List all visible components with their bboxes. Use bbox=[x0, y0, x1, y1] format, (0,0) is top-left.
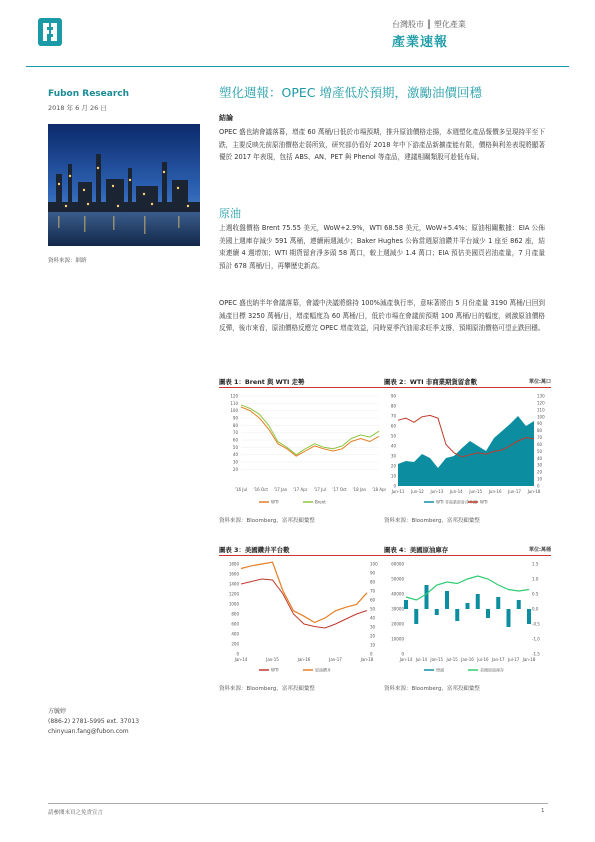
chart-1-source: 資料來源：Bloomberg，富邦投顧彙整 bbox=[219, 518, 315, 524]
x-tick-label-5: Jul-16 bbox=[477, 657, 489, 662]
bar-5 bbox=[455, 609, 459, 621]
bar-10 bbox=[507, 609, 511, 627]
chart-2 bbox=[384, 377, 551, 512]
y-right-tick-5: 1.0 bbox=[532, 576, 539, 582]
y-left-tick-0: 0 bbox=[401, 651, 404, 657]
y-right-tick-1: 10 bbox=[537, 476, 543, 482]
y-left-tick-6: 60 bbox=[390, 423, 396, 429]
x-tick-label-1: Jan-15 bbox=[266, 657, 279, 662]
y-tick-label-4: 60 bbox=[232, 437, 238, 443]
x-tick-label-4: Jan-18 bbox=[360, 657, 374, 662]
analyst-contact bbox=[48, 707, 188, 737]
series-line-0 bbox=[241, 579, 367, 628]
chart-1-title: 圖表 1：Brent 與 WTI 走勢 bbox=[219, 378, 305, 386]
x-tick-label-5: Jun-16 bbox=[488, 489, 502, 494]
x-tick-label-1: Jun-12 bbox=[411, 489, 424, 494]
x-tick-label-2: Jun-13 bbox=[430, 489, 444, 494]
y-tick-label-7: 90 bbox=[232, 415, 238, 421]
y-right-tick-12: 120 bbox=[537, 400, 545, 406]
y-right-tick-10: 100 bbox=[537, 414, 545, 420]
y-tick-label-2: 40 bbox=[232, 452, 238, 458]
y-right-tick-4: 40 bbox=[370, 615, 376, 621]
y-tick-label-3: 50 bbox=[232, 444, 238, 450]
y-right-tick-5: 50 bbox=[537, 448, 543, 454]
chart-2-unit: 單位:萬口 bbox=[529, 379, 551, 385]
y-right-tick-9: 90 bbox=[537, 421, 543, 427]
x-tick-label-0: Jun-11 bbox=[391, 489, 405, 494]
y-left-tick-8: 1600 bbox=[228, 571, 239, 577]
header-breadcrumb: 台灣股市 ║ 塑化產業 bbox=[392, 20, 466, 29]
x-tick-label-4: Jun-15 bbox=[469, 489, 483, 494]
y-right-tick-6: 60 bbox=[537, 441, 543, 447]
refinery-photo bbox=[48, 124, 200, 246]
chart-3-source: 資料來源：Bloomberg，富邦投顧彙整 bbox=[219, 686, 315, 692]
y-right-tick-5: 50 bbox=[370, 606, 376, 612]
y-left-tick-0: 0 bbox=[393, 483, 396, 489]
report-title: 塑化週報：OPEC 增產低於預期，激勵油價回穩 bbox=[219, 85, 482, 100]
y-tick-label-6: 80 bbox=[232, 422, 238, 428]
y-left-tick-5: 1000 bbox=[228, 601, 239, 607]
conclusion-paragraph: OPEC 盛也納會議落幕，增產 60 萬桶/日低於市場預期，推升原油價格走揚，本週塑化產品報價多呈現持平至下跌，主要反映先前原油價格走弱所致，研究部仍看好 2018 年中下游產品新擴產能有限，價格與利差表現將顯著優於 2017 年表現，包括 ABS、AN、PET 與 Phenol 等產品，建議相關類股可趁低布局。 bbox=[219, 128, 545, 162]
chart-3-title: 圖表 3：美國鑽井平台數 bbox=[219, 546, 290, 554]
chart-4 bbox=[384, 545, 551, 680]
x-tick-label-2: '17 Jan bbox=[273, 487, 288, 492]
bar-12 bbox=[527, 609, 531, 624]
x-tick-label-7: Jun-18 bbox=[527, 489, 541, 494]
legend-label-1: Brent bbox=[315, 499, 326, 505]
legend-label-1: 原油鑽井 bbox=[315, 667, 331, 673]
y-right-tick-0: -1.5 bbox=[532, 651, 540, 657]
bar-6 bbox=[466, 603, 470, 609]
y-right-tick-2: 20 bbox=[537, 469, 543, 475]
y-right-tick-2: -0.5 bbox=[532, 621, 540, 627]
footer-disclaimer: 請參閱末頁之免責宣言 bbox=[48, 810, 104, 816]
y-left-tick-4: 40 bbox=[390, 443, 396, 449]
y-left-tick-6: 1200 bbox=[228, 591, 239, 597]
x-tick-label-5: '17 Oct bbox=[332, 487, 347, 492]
report-date: 2018 年 6 月 26 日 bbox=[48, 104, 107, 112]
y-tick-label-9: 110 bbox=[230, 400, 238, 406]
x-tick-label-3: Jun-14 bbox=[449, 489, 463, 494]
header-title: 產業速報 bbox=[392, 35, 449, 50]
x-tick-label-6: Jan-17 bbox=[491, 657, 505, 662]
x-tick-label-4: '17 Jul bbox=[313, 487, 327, 492]
y-right-tick-13: 130 bbox=[537, 393, 545, 399]
y-left-tick-8: 80 bbox=[390, 403, 396, 409]
bar-11 bbox=[517, 600, 521, 609]
chart-3 bbox=[219, 545, 386, 680]
legend-label-1: WTI bbox=[480, 499, 488, 505]
y-right-tick-9: 90 bbox=[370, 570, 376, 576]
y-left-tick-7: 1400 bbox=[228, 581, 239, 587]
y-right-tick-7: 70 bbox=[537, 435, 543, 441]
x-tick-label-6: '18 Jan bbox=[352, 487, 367, 492]
bar-1 bbox=[414, 609, 418, 624]
x-tick-label-6: Jun-17 bbox=[508, 489, 521, 494]
y-left-tick-3: 30 bbox=[390, 453, 396, 459]
legend-label-1: 美國原油庫存 bbox=[480, 667, 504, 673]
y-right-tick-11: 110 bbox=[537, 407, 545, 413]
oil-paragraph-1: 上週收盤價格 Brent 75.55 美元，WoW+2.9%，WTI 68.58 美元，WoW+5.4%；原油相關數據：EIA 公佈美國上週庫存減少 591 萬桶，連續兩週減少；Baker Hughes 公佈當週原油鑽井平台減少 1 座至 862 座，結束連續 4 週增加；WTI 期貨留倉淨多頭 58 萬口，較上週減少 1.4 萬口；EIA 預估美國頁岩油產量，7 月產量預計 678 萬桶/日，再攀歷史新高。 bbox=[219, 224, 545, 270]
y-left-tick-2: 400 bbox=[231, 631, 239, 637]
x-tick-label-1: Jul-14 bbox=[415, 657, 428, 662]
bar-8 bbox=[486, 609, 490, 618]
bar-9 bbox=[496, 597, 500, 609]
y-left-tick-0: 0 bbox=[236, 651, 239, 657]
analyst-email[interactable]: chinyuan.fang@fubon.com bbox=[48, 728, 129, 735]
bar-2 bbox=[425, 585, 429, 609]
brand-name: Fubon Research bbox=[48, 89, 130, 99]
bar-4 bbox=[445, 591, 449, 609]
y-tick-label-5: 70 bbox=[232, 430, 238, 436]
series-line-1 bbox=[241, 562, 367, 622]
y-left-tick-2: 20000 bbox=[391, 621, 404, 627]
analyst-name: 方毓婷 bbox=[48, 708, 67, 715]
y-left-tick-9: 90 bbox=[390, 393, 396, 399]
y-left-tick-1: 10 bbox=[390, 473, 396, 479]
y-left-tick-1: 200 bbox=[231, 641, 239, 647]
x-tick-label-2: Jan-16 bbox=[297, 657, 311, 662]
x-tick-label-0: Jan-14 bbox=[234, 657, 248, 662]
series-area-0 bbox=[398, 416, 534, 486]
chart-1-plot bbox=[219, 388, 386, 508]
chart-4-unit: 單位:萬桶 bbox=[529, 547, 551, 553]
bar-0 bbox=[404, 600, 408, 609]
y-tick-label-0: 20 bbox=[232, 466, 238, 472]
y-tick-label-8: 100 bbox=[230, 408, 238, 414]
y-right-tick-6: 1.5 bbox=[532, 561, 539, 567]
chart-2-title: 圖表 2：WTI 非商業期貨留倉數 單位:萬口 bbox=[384, 378, 551, 386]
y-left-tick-1: 10000 bbox=[391, 636, 404, 642]
x-tick-label-4: Jan-16 bbox=[461, 657, 474, 662]
series-line-1 bbox=[406, 576, 529, 600]
y-right-tick-2: 20 bbox=[370, 633, 376, 639]
y-right-tick-4: 0.5 bbox=[532, 591, 539, 597]
x-tick-label-7: Jul-17 bbox=[507, 657, 520, 662]
y-right-tick-3: 30 bbox=[537, 462, 543, 468]
chart-2-plot bbox=[384, 388, 551, 508]
y-right-tick-8: 80 bbox=[370, 579, 376, 585]
y-left-tick-4: 40000 bbox=[391, 591, 404, 597]
oil-heading: 原油 bbox=[219, 207, 241, 220]
y-left-tick-3: 600 bbox=[231, 621, 239, 627]
y-right-tick-10: 100 bbox=[370, 561, 378, 567]
x-tick-label-2: Jan-15 bbox=[430, 657, 444, 662]
conclusion-heading: 結論 bbox=[219, 114, 233, 122]
legend-label-0: WTI bbox=[271, 499, 279, 505]
y-left-tick-7: 70 bbox=[390, 413, 396, 419]
x-tick-label-0: Jan-14 bbox=[399, 657, 413, 662]
chart-4-title: 圖表 4：美國原油庫存 單位:萬桶 bbox=[384, 546, 551, 554]
x-tick-label-3: '17 Apr bbox=[292, 487, 308, 492]
fubon-logo-icon bbox=[38, 18, 62, 46]
y-right-tick-6: 60 bbox=[370, 597, 376, 603]
chart-3-plot bbox=[219, 556, 386, 676]
x-tick-label-3: Jul-15 bbox=[446, 657, 458, 662]
y-left-tick-3: 30000 bbox=[391, 606, 404, 612]
header-divider bbox=[26, 66, 569, 67]
y-right-tick-3: 0.0 bbox=[532, 606, 539, 612]
legend-label-0: WTI bbox=[271, 667, 279, 673]
y-left-tick-5: 50 bbox=[390, 433, 396, 439]
y-tick-label-10: 120 bbox=[230, 393, 238, 399]
y-left-tick-4: 800 bbox=[231, 611, 239, 617]
x-tick-label-0: '16 Jul bbox=[234, 487, 248, 492]
photo-source: 資料來源：網路 bbox=[48, 258, 87, 264]
x-tick-label-8: Jan-18 bbox=[522, 657, 536, 662]
y-right-tick-8: 80 bbox=[537, 428, 543, 434]
oil-paragraph-2: OPEC 盛也納半年會議落幕，會議中決議將維持 100%減產執行率，意味著將由 5 月份產量 3190 萬桶/日回到減產目標 3250 萬桶/日，增產幅度為 60 萬桶/日，低於市場在會議前預期 100 萬桶/日的幅度，刺激原油價格反彈，後市來看，原油價格反應完 OPEC 增產效益，同時夏季汽油需求旺季支撐，預期原油價格可望止跌回穩。 bbox=[219, 299, 545, 333]
y-left-tick-5: 50000 bbox=[391, 576, 404, 582]
x-tick-label-1: '16 Oct bbox=[253, 487, 268, 492]
y-right-tick-1: -1.0 bbox=[532, 636, 540, 642]
y-right-tick-3: 30 bbox=[370, 624, 376, 630]
y-right-tick-4: 40 bbox=[537, 455, 543, 461]
y-left-tick-9: 1800 bbox=[228, 561, 239, 567]
y-left-tick-2: 20 bbox=[390, 463, 396, 469]
x-tick-label-7: '18 Apr bbox=[371, 487, 386, 492]
legend-label-0: 增減 bbox=[436, 667, 444, 673]
page-number: 1 bbox=[541, 808, 545, 814]
y-right-tick-7: 70 bbox=[370, 588, 376, 594]
y-right-tick-0: 0 bbox=[537, 483, 540, 489]
bar-7 bbox=[476, 594, 480, 609]
y-tick-label-1: 30 bbox=[232, 459, 238, 465]
y-left-tick-6: 60000 bbox=[391, 561, 404, 567]
chart-2-source: 資料來源：Bloomberg，富邦投顧彙整 bbox=[384, 518, 480, 524]
chart-4-plot bbox=[384, 556, 551, 676]
chart-4-source: 資料來源：Bloomberg，富邦投顧彙整 bbox=[384, 686, 480, 692]
series-line-0 bbox=[241, 407, 379, 456]
chart-1 bbox=[219, 377, 386, 512]
analyst-phone: (886-2) 2781-5995 ext. 37013 bbox=[48, 718, 140, 725]
footer-divider bbox=[48, 803, 548, 804]
legend-label-0: WTI 非商業留倉淨多頭 bbox=[436, 499, 477, 505]
y-right-tick-0: 0 bbox=[370, 651, 373, 657]
y-right-tick-1: 10 bbox=[370, 642, 376, 648]
bar-3 bbox=[435, 609, 439, 615]
x-tick-label-3: Jan-17 bbox=[329, 657, 342, 662]
